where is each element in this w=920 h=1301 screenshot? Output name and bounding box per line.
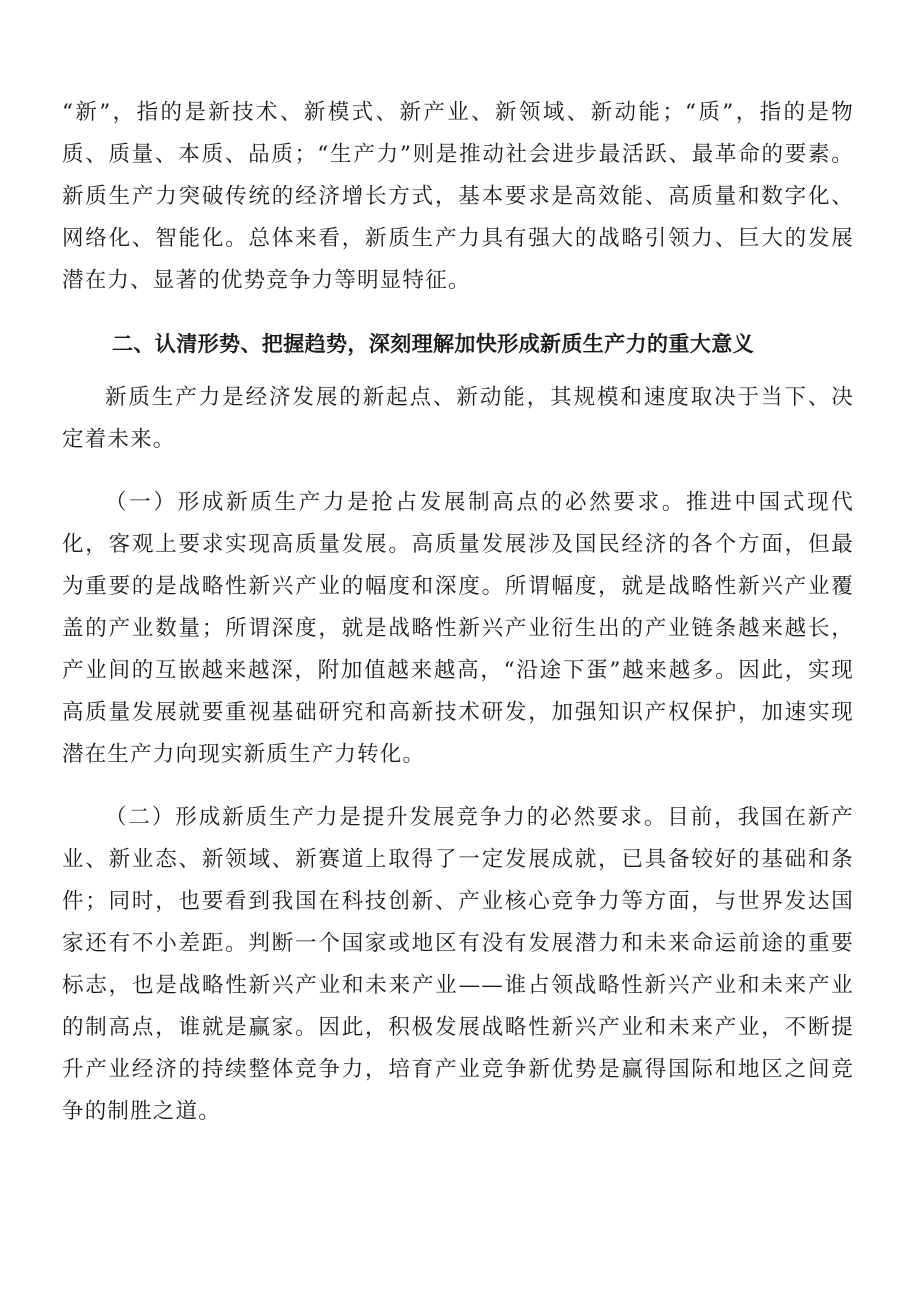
paragraph-point-one: （一）形成新质生产力是抢占发展制高点的必然要求。推进中国式现代化，客观上要求实现高质量发展。高质量发展涉及国民经济的各个方面，但最为重要的是战略性新兴产业的幅度和深度。所谓幅度，就是战略性新兴产业覆盖的产业数量；所谓深度，就是战略性新兴产业衍生出的产业链条越来越长，产业间的互嵌越来越深，附加值越来越高，“沿途下蛋”越来越多。因此，实现高质量发展就要重视基础研究和高新技术研发，加强知识产权保护，加速实现潜在生产力向现实新质生产力转化。 (62, 490, 854, 767)
paragraph-definition: “新”，指的是新技术、新模式、新产业、新领域、新动能；“质”，指的是物质、质量、本质、品质；“生产力”则是推动社会进步最活跃、最革命的要素。新质生产力突破传统的经济增长方式，基本要求是高效能、高质量和数字化、网络化、智能化。总体来看，新质生产力具有强大的战略引领力、巨大的发展潜在力、显著的优势竞争力等明显特征。 (62, 100, 854, 293)
paragraph-point-two: （二）形成新质生产力是提升发展竞争力的必然要求。目前，我国在新产业、新业态、新领域、新赛道上取得了一定发展成就，已具备较好的基础和条件；同时，也要看到我国在科技创新、产业核心竞争力等方面，与世界发达国家还有不小差距。判断一个国家或地区有没有发展潜力和未来命运前途的重要标志，也是战略性新兴产业和未来产业——谁占领战略性新兴产业和未来产业的制高点，谁就是赢家。因此，积极发展战略性新兴产业和未来产业，不断提升产业经济的持续整体竞争力，培育产业竞争新优势是赢得国际和地区之间竞争的制胜之道。 (62, 805, 854, 1124)
spacer (62, 365, 854, 377)
document-page (62, 92, 854, 1133)
spacer (62, 776, 854, 797)
spacer (62, 302, 854, 323)
paragraph-intro: 新质生产力是经济发展的新起点、新动能，其规模和速度取决于当下、决定着未来。 (62, 385, 854, 452)
section-heading: 二、认清形势、把握趋势，深刻理解加快形成新质生产力的重大意义 (112, 332, 754, 356)
spacer (62, 461, 854, 482)
